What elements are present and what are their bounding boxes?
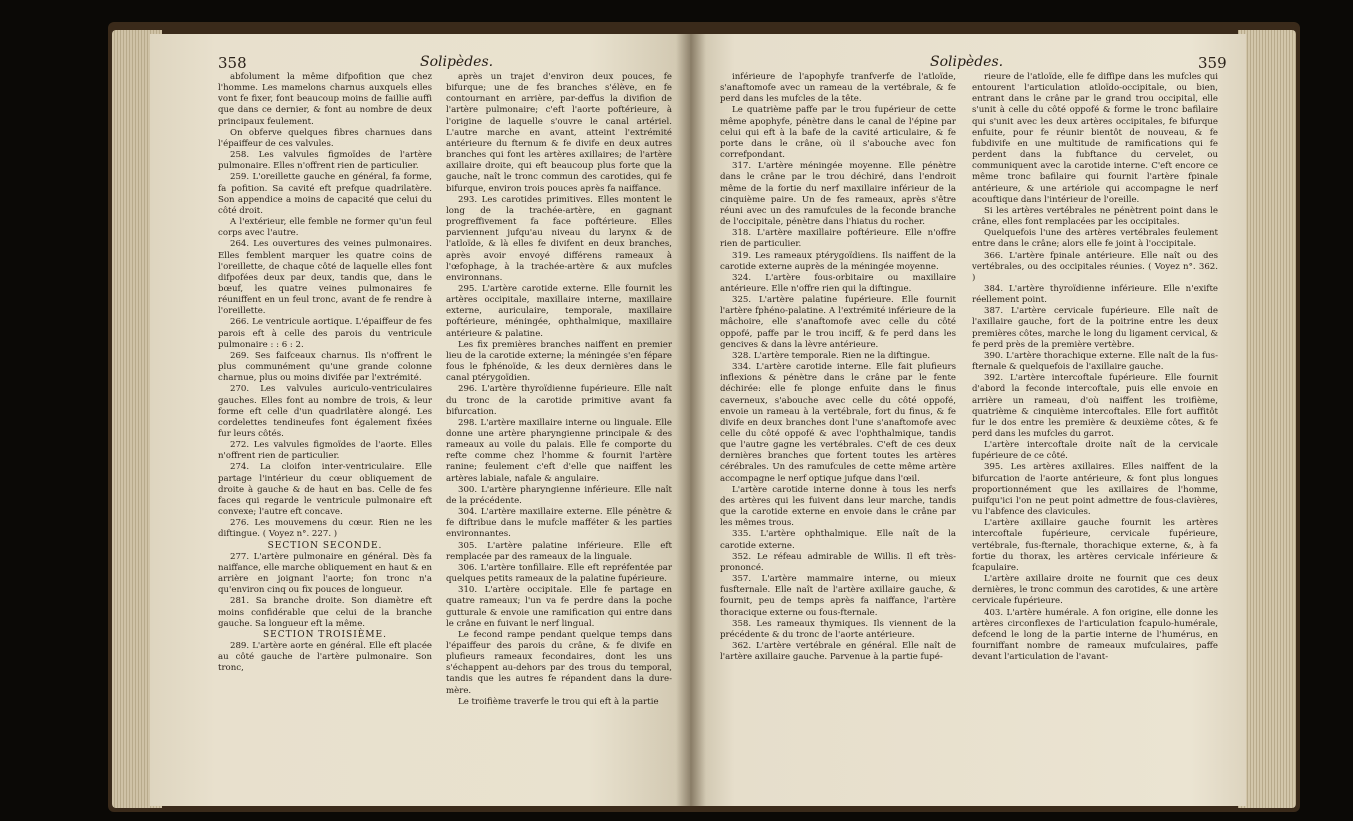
left-column-2 bbox=[446, 72, 672, 792]
paragraph: 269. Ses faifceaux charnus. Ils n'offrent le plus communément qu'une grande colonne charnue, plus ou moins divifée par l'extrémité. bbox=[218, 350, 432, 384]
right-page-number: 359 bbox=[1198, 54, 1227, 72]
paragraph: L'artère intercoftale droite naît de la cervicale fupérieure de ce côté. bbox=[972, 440, 1218, 462]
paragraph: L'artère axillaire gauche fournit les artères intercoftale fupérieure, cervicale fupérieure, vertébrale, fus-fternale, thorachique externe, &, à fa fortie du thorax, les artères cervicale inférieure & fcapulaire. bbox=[972, 518, 1218, 573]
paragraph: 352. Le réfeau admirable de Willis. Il eft très-prononcé. bbox=[720, 551, 956, 573]
paragraph: 362. L'artère vertébrale en général. Elle naît de l'artère axillaire gauche. Parvenue à la partie fupé- bbox=[720, 640, 956, 663]
paragraph: 293. Les carotides primitives. Elles montent le long de la trachée-artère, en gagnant progreffivement fa face poftérieure. Elles parviennent jufqu'au niveau du larynx & de l'atloïde, & là elles fe divifent en deux branches, après avoir envoyé différens rameaux à l'œfophage, à la trachée-artère & aux mufcles environnans. bbox=[446, 194, 672, 283]
paragraph: 358. Les rameaux thymiques. Ils viennent de la précédente & du tronc de l'aorte antérieure. bbox=[720, 618, 956, 640]
paragraph: 310. L'artère occipitale. Elle fe partage en quatre rameaux; l'un va fe perdre dans la poche gutturale & envoie une ramification qui entre dans le crâne en fuivant le nerf lingual. bbox=[446, 585, 672, 629]
paragraph: 276. Les mouvemens du cœur. Rien ne les diftingue. ( Voyez n°. 227. ) bbox=[218, 518, 432, 540]
paragraph: Le quatrième paffe par le trou fupérieur de cette même apophyfe, pénètre dans le canal de l'épine par celui qui eft à la bafe de la cavité articulaire, & fe porte dans le crâne, où il s'abouche avec fon correfpondant. bbox=[720, 105, 956, 161]
paragraph: 281. Sa branche droite. Son diamètre eft moins confidérable que celui de la branche gauche. Sa longueur eft la même. bbox=[218, 596, 432, 629]
right-column-1 bbox=[720, 72, 956, 792]
paragraph: 289. L'artère aorte en général. Elle eft placée au côté gauche de l'artère pulmonaire. Son tronc, bbox=[218, 640, 432, 674]
paragraph: 366. L'artère fpinale antérieure. Elle naît ou des vertébrales, ou des occipitales réunies. ( Voyez n°. 362. ) bbox=[972, 250, 1218, 283]
right-column-2 bbox=[972, 72, 1218, 792]
paragraph: 357. L'artère mammaire interne, ou mieux fusfternale. Elle naît de l'artère axillaire gauche, & fournit, peu de temps après fa naiffance, l'artère thoracique externe ou fous-fternale. bbox=[720, 574, 956, 618]
paragraph: A l'extérieur, elle femble ne former qu'un feul corps avec l'autre. bbox=[218, 217, 432, 239]
paragraph: Le troifième traverfe le trou qui eft à la partie bbox=[458, 696, 659, 707]
paragraph: On obferve quelques fibres charnues dans l'épaiffeur de ces valvules. bbox=[218, 127, 432, 149]
paragraph: Le fecond rampe pendant quelque temps dans l'épaiffeur des parois du crâne, & fe divife en plufieurs rameaux fecondaires, dont les uns s'échappent au-dehors par des trous du temporal, tandis que les autres fe répandent dans la dure-mère. bbox=[446, 629, 672, 696]
paragraph: 258. Les valvules figmoïdes de l'artère pulmonaire. Elles n'offrent rien de particulier. bbox=[218, 150, 432, 172]
paragraph: rieure de l'atloïde, elle fe diffipe dans les mufcles qui entourent l'articulation atloïdo-occipitale, ou bien, entrant dans le crâne par le grand trou occipital, elle s'unit à celle du côté oppofé & forme le tronc bafilaire qui s'unit avec les deux artères occipitales, fe bifurque enfuite, pour fe réunir bientôt de nouveau, & fe fubdivife en une multitude de ramifications qui fe perdent dans la fubftance du cervelet, ou communiquent avec la carotide interne. C'eft encore ce même tronc bafilaire qui fournit l'artère fpinale antérieure, & une artériole qui accompagne le nerf acouftique dans l'intérieur de l'oreille. bbox=[972, 72, 1218, 205]
paragraph: L'artère axillaire droite ne fournit que ces deux dernières, le tronc commun des carotides, & une artère cervicale fupérieure. bbox=[972, 574, 1218, 607]
paragraph: 274. La cloifon inter-ventriculaire. Elle partage l'intérieur du cœur obliquement de droite à gauche & de haut en bas. Celle de fes faces qui regarde le ventricule pulmonaire eft convexe; l'autre eft concave. bbox=[218, 462, 432, 518]
paragraph: 387. L'artère cervicale fupérieure. Elle naît de l'axillaire gauche, fort de la poitrine entre les deux premières côtes, marche le long du ligament cervical, & fe perd près de la première vertèbre. bbox=[972, 306, 1218, 350]
section-heading: SECTION TROISIÈME. bbox=[263, 629, 387, 640]
right-page-edges bbox=[1238, 30, 1296, 808]
paragraph: 300. L'artère pharyngienne inférieure. Elle naît de la précédente. bbox=[446, 484, 672, 506]
left-page-number: 358 bbox=[218, 54, 247, 72]
paragraph: 306. L'artère tonfillaire. Elle eft repréfentée par quelques petits rameaux de la palatine fupérieure. bbox=[446, 562, 672, 585]
paragraph: 296. L'artère thyroïdienne fupérieure. Elle naît du tronc de la carotide primitive avant fa bifurcation. bbox=[446, 384, 672, 417]
paragraph: 403. L'artère humérale. A fon origine, elle donne les artères circonflexes de l'articulation fcapulo-humérale, defcend le long de la partie interne de l'humérus, en fourniffant nombre de rameaux mufculaires, paffe devant l'articulation de l'avant- bbox=[972, 607, 1218, 663]
paragraph: 395. Les artères axillaires. Elles naiffent de la bifurcation de l'aorte antérieure, & font plus longues proportionnément que les axillaires de l'homme, puifqu'ici l'on ne peut point admettre de fous-clavières, vu l'abfence des clavicules. bbox=[972, 462, 1218, 518]
paragraph: 277. L'artère pulmonaire en général. Dès fa naiffance, elle marche obliquement en haut & en arrière en joignant l'aorte; fon tronc n'a qu'environ cinq ou fix pouces de longueur. bbox=[218, 551, 432, 596]
paragraph: abfolument la même difpofition que chez l'homme. Les mamelons charnus auxquels elles vont fe fixer, font beaucoup moins de faillie auffi que dans ce dernier, & font au nombre de deux principaux feulement. bbox=[218, 72, 432, 127]
right-page bbox=[690, 34, 1246, 806]
paragraph: 295. L'artère carotide externe. Elle fournit les artères occipitale, maxillaire interne, maxillaire externe, auriculaire, temporale, maxillaire poftérieure, méningée, ophthalmique, maxillaire antérieure & palatine. bbox=[446, 283, 672, 339]
left-column-1 bbox=[218, 72, 432, 792]
book-gutter bbox=[676, 34, 706, 806]
paragraph: 270. Les valvules auriculo-ventriculaires gauches. Elles font au nombre de trois, & leur forme eft celle d'un quadrilatère alongé. Les cordelettes tendineufes font également fixées fur leurs côtés. bbox=[218, 384, 432, 439]
paragraph: 335. L'artère ophthalmique. Elle naît de la carotide externe. bbox=[720, 529, 956, 551]
paragraph: 319. Les rameaux ptérygoïdiens. Ils naiffent de la carotide externe auprès de la méningée moyenne. bbox=[720, 250, 956, 272]
paragraph: Les fix premières branches naiffent en premier lieu de la carotide externe; la méningée s'en fépare fous le fphénoïde, & les deux dernières dans le canal ptérygoïdien. bbox=[446, 339, 672, 384]
paragraph: inférieure de l'apophyfe tranfverfe de l'atloïde, s'anaftomofe avec un rameau de la vertébrale, & fe perd dans les mufcles de la tête. bbox=[720, 72, 956, 105]
paragraph: 317. L'artère méningée moyenne. Elle pénètre dans le crâne par le trou déchiré, dans l'endroit même de la fortie du nerf maxillaire inférieur de la cinquième paire. Un de fes rameaux, après s'être réuni avec un des ramufcules de la feconde branche de l'occipitale, pénètre dans l'hiatus du rocher. bbox=[720, 161, 956, 228]
left-running-head: Solipèdes. bbox=[420, 54, 494, 70]
section-heading: SECTION SECONDE. bbox=[267, 540, 383, 551]
right-running-head: Solipèdes. bbox=[930, 54, 1004, 70]
paragraph: 264. Les ouvertures des veines pulmonaires. Elles femblent marquer les quatre coins de l'oreillette, de chaque côté de laquelle elles font difpofées deux par deux, tandis que, dans le bœuf, les quatre veines pulmonaires fe réuniffent en un feul tronc, avant de fe rendre à l'oreillette. bbox=[218, 239, 432, 317]
paragraph: L'artère carotide interne donne à tous les nerfs des artères qui les fuivent dans leur marche, tandis que la carotide externe en envoie dans le crâne par les mêmes trous. bbox=[720, 484, 956, 529]
paragraph: Si les artères vertébrales ne pénètrent point dans le crâne, elles font remplacées par les occipitales. bbox=[972, 205, 1218, 228]
paragraph: 392. L'artère intercoftale fupérieure. Elle fournit d'abord la feconde intercoftale, puis elle envoie en arrière un rameau, d'où naiffent les troifième, quatrième & cinquième intercoftales. Elle fort auffitôt fur le dos entre les première & deuxième côtes, & fe perd dans les mufcles du garrot. bbox=[972, 373, 1218, 439]
paragraph: 325. L'artère palatine fupérieure. Elle fournit l'artère fphéno-palatine. A l'extrémité inférieure de la mâchoire, elle s'anaftomofe avec celle du côté oppofé, paffe par le trou inciff, & fe perd dans les gencives & dans la lèvre antérieure. bbox=[720, 295, 956, 350]
paragraph: 334. L'artère carotide interne. Elle fait plufieurs inflexions & pénètre dans le crâne par le fente déchirée: elle fe plonge enfuite dans le finus caverneux, s'abouche avec celle du côté oppofé, envoie un rameau à la vertébrale, fort du finus, & fe divife en deux branches dont l'une s'anaftomofe avec celle du côté oppofé & avec l'ophthalmique, tandis que l'autre gagne les vertébrales. C'eft de ces deux dernières branches que fortent toutes les artères cérébrales. Un des ramufcules de cette même artère accompagne le nerf optique jufque dans l'œil. bbox=[720, 362, 956, 484]
paragraph: 298. L'artère maxillaire interne ou linguale. Elle donne une artère pharyngienne principale & des rameaux au voile du palais. Elle fe comporte du refte comme chez l'homme & fournit l'artère ranine; feulement c'eft d'elle que naiffent les artères labiale, nafale & angulaire. bbox=[446, 417, 672, 484]
paragraph: 272. Les valvules figmoïdes de l'aorte. Elles n'offrent rien de particulier. bbox=[218, 440, 432, 462]
paragraph: 384. L'artère thyroïdienne inférieure. Elle n'exifte réellement point. bbox=[972, 283, 1218, 306]
paragraph: 305. L'artère palatine inférieure. Elle eft remplacée par des rameaux de la linguale. bbox=[446, 540, 672, 562]
paragraph: Quelquefois l'une des artères vertébrales feulement entre dans le crâne; alors elle fe joint à l'occipitale. bbox=[972, 228, 1218, 250]
paragraph: après un trajet d'environ deux pouces, fe bifurque; une de fes branches s'élève, en fe contournant en arrière, par-deffus la divifion de l'artère pulmonaire; c'eft l'aorte poftérieure, à l'origine de laquelle s'ouvre le canal artériel. L'autre marche en avant, atteint l'extrémité antérieure du fternum & fe divife en deux autres branches qui font les artères axillaires; de l'artère axillaire droite, qui eft beaucoup plus forte que la gauche, naît le tronc commun des carotides, qui fe bifurque, environ trois pouces après fa naiffance. bbox=[446, 72, 672, 194]
left-page bbox=[150, 34, 698, 806]
paragraph: 324. L'artère fous-orbitaire ou maxillaire antérieure. Elle n'offre rien qui la diftingue. bbox=[720, 272, 956, 294]
paragraph: 304. L'artère maxillaire externe. Elle pénètre & fe diftribue dans le mufcle mafféter & les parties environnantes. bbox=[446, 507, 672, 540]
paragraph: 318. L'artère maxillaire poftérieure. Elle n'offre rien de particulier. bbox=[720, 228, 956, 250]
paragraph: 390. L'artère thorachique externe. Elle naît de la fus-fternale & quelquefois de l'axillaire gauche. bbox=[972, 350, 1218, 373]
paragraph: 266. Le ventricule aortique. L'épaiffeur de fes parois eft à celle des parois du ventricule pulmonaire : : 6 : 2. bbox=[218, 317, 432, 350]
paragraph: 259. L'oreillette gauche en général, fa forme, fa pofition. Sa cavité eft prefque quadrilatère. Son appendice a moins de capacité que celui du côté droit. bbox=[218, 172, 432, 216]
paragraph: 328. L'artère temporale. Rien ne la diftingue. bbox=[732, 350, 931, 361]
